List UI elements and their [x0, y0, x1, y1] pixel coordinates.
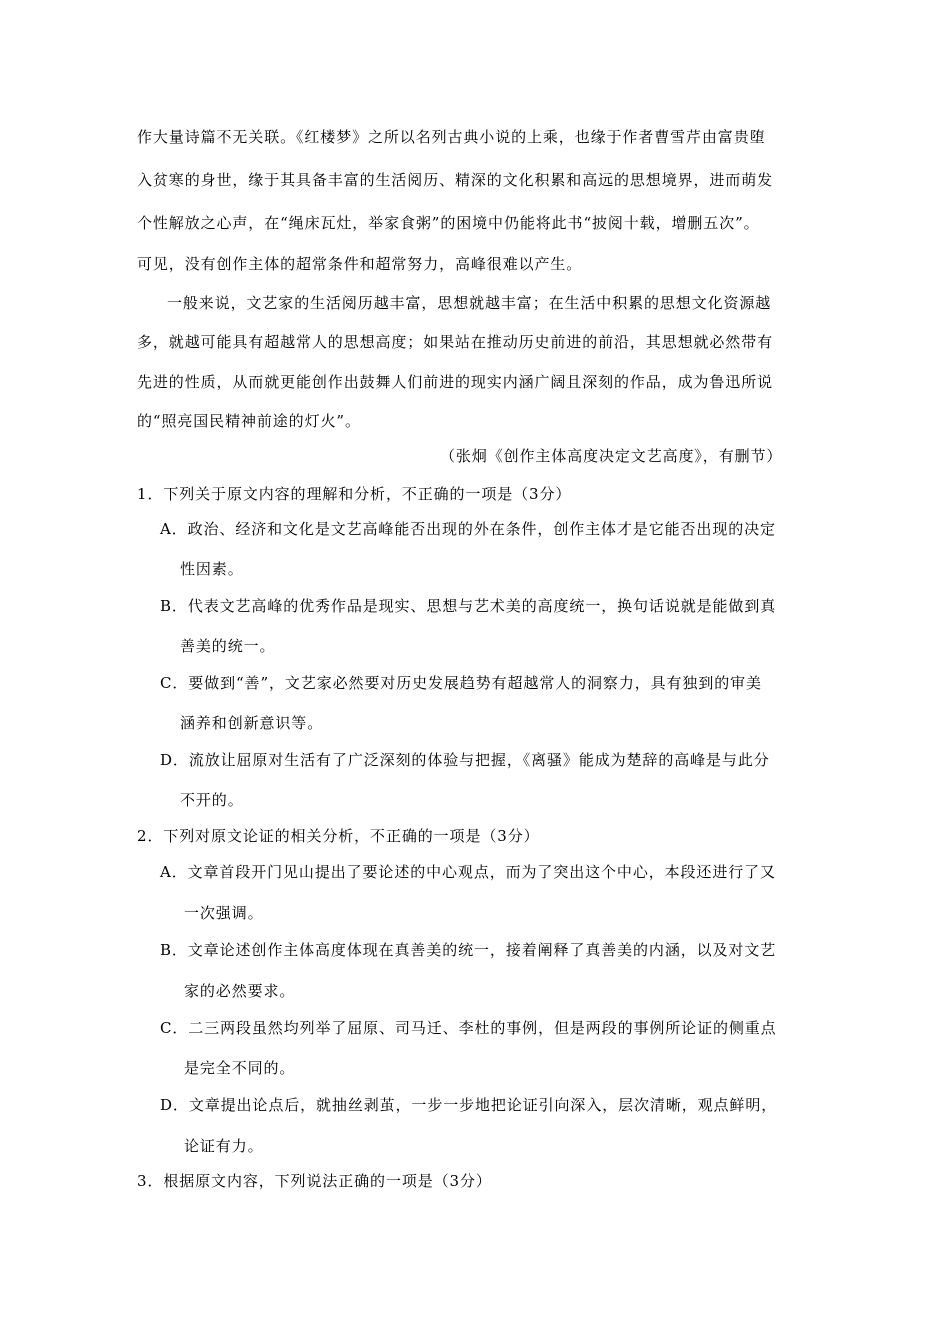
passage-line: 多，就越可能具有超越常人的思想高度；如果站在推动历史前进的前沿，其思想就必然带有: [137, 333, 774, 351]
passage-line: 的“照亮国民精神前途的灯火”。: [137, 412, 361, 430]
option-text: 善美的统一。: [180, 637, 276, 655]
option-text: B．代表文艺高峰的优秀作品是现实、思想与艺术美的高度统一，换句话说就是能做到真: [160, 597, 777, 615]
option-text: 一次强调。: [184, 904, 264, 922]
passage-line: 可见，没有创作主体的超常条件和超常努力，高峰很难以产生。: [137, 255, 583, 273]
passage-line: 作大量诗篇不无关联。《红楼梦》之所以名列古典小说的上乘，也缘于作者曹雪芹由富贵堕: [137, 128, 766, 146]
option-text: C．要做到“善”，文艺家必然要对历史发展趋势有超越常人的洞察力，具有独到的审美: [160, 674, 762, 692]
question-stem: 1．下列关于原文内容的理解和分析，不正确的一项是（3分）: [137, 485, 572, 503]
option-text: 是完全不同的。: [184, 1059, 296, 1077]
option-text: A．政治、经济和文化是文艺高峰能否出现的外在条件，创作主体才是它能否出现的决定: [160, 520, 776, 538]
option-text: A．文章首段开门见山提出了要论述的中心观点，而为了突出这个中心，本段还进行了又: [160, 863, 776, 881]
passage-source: （张炯《创作主体高度决定文艺高度》，有删节）: [440, 447, 783, 465]
question-stem: 2．下列对原文论证的相关分析，不正确的一项是（3分）: [137, 827, 540, 845]
passage-line: 入贫寒的身世，缘于其具备丰富的生活阅历、精深的文化积累和高远的思想境界，进而萌发: [137, 171, 774, 189]
option-text: D．流放让屈原对生活有了广泛深刻的体验与把握，《离骚》能成为楚辞的高峰是与此分: [160, 751, 770, 769]
question-stem: 3．根据原文内容，下列说法正确的一项是（3分）: [137, 1172, 492, 1190]
option-text: 性因素。: [180, 560, 244, 578]
passage-line: 个性解放之心声，在“绳床瓦灶，举家食粥”的困境中仍能将此书“披阅十载，增删五次”。: [137, 214, 760, 232]
option-text: C．二三两段虽然均列举了屈原、司马迁、李杜的事例，但是两段的事例所论证的侧重点: [160, 1019, 777, 1037]
option-text: 涵养和创新意识等。: [180, 714, 324, 732]
passage-line: 先进的性质，从而就更能创作出鼓舞人们前进的现实内涵广阔且深刻的作品，成为鲁迅所说: [137, 373, 774, 391]
option-text: D．文章提出论点后，就抽丝剥茧，一步一步地把论证引向深入，层次清晰，观点鲜明，: [160, 1096, 778, 1114]
option-text: 家的必然要求。: [184, 982, 296, 1000]
option-text: 论证有力。: [184, 1137, 264, 1155]
passage-line: 一般来说，文艺家的生活阅历越丰富，思想就越丰富；在生活中积累的思想文化资源越: [167, 294, 772, 312]
option-text: B．文章论述创作主体高度体现在真善美的统一，接着阐释了真善美的内涵，以及对文艺: [160, 941, 777, 959]
option-text: 不开的。: [180, 791, 244, 809]
